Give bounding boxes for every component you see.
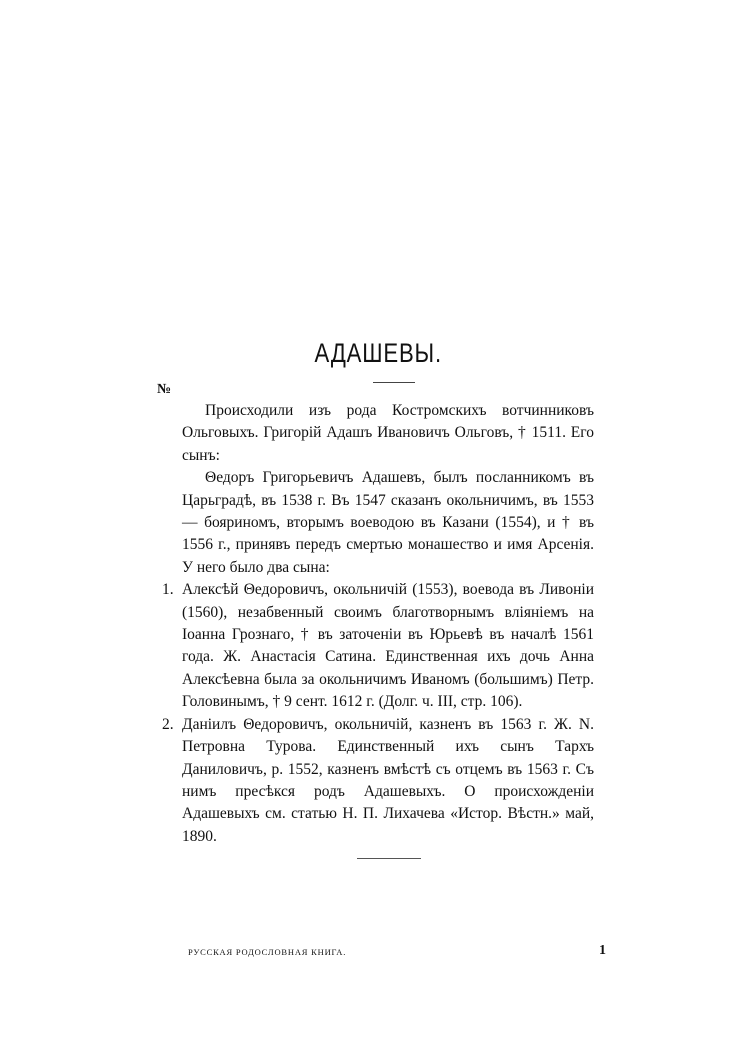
footer-page-number: 1 <box>599 943 606 958</box>
list-item-number: 2. <box>162 715 174 733</box>
page-title: АДАШЕВЫ. <box>314 338 442 368</box>
list-item <box>162 579 594 713</box>
list-item <box>162 714 594 848</box>
title-rule <box>373 382 415 383</box>
fedor-paragraph: Θедоръ Григорьевичъ Адашевъ, былъ посланникомъ въ Царьградѣ, въ 1538 г. Въ 1547 сказанъ окольничимъ, въ 1553 — бояриномъ, вторымъ воеводою въ Казани (1554), и † въ 1556 г., принявъ передъ смертью монашество и имя Арсенія. У него было два сына: <box>182 469 594 576</box>
list-item-text: Даніилъ Θедоровичъ, окольничій, казненъ въ 1563 г. Ж. N. Петровна Турова. Единственный ихъ сынъ Тархъ Даниловичъ, р. 1552, казненъ вмѣстѣ съ отцемъ въ 1563 г. Съ нимъ пресѣкся родъ Адашевыхъ. О происхожденіи Адашевыхъ см. статью Н. П. Лихачева «Истор. Вѣстн.» май, 1890. <box>182 715 594 845</box>
list-item-number: 1. <box>162 581 174 599</box>
article-body <box>162 400 594 848</box>
end-rule <box>357 858 421 859</box>
intro-paragraph: Происходили изъ рода Костромскихъ вотчинниковъ Ольговыхъ. Григорій Адашъ Ивановичъ Ольговъ, † 1511. Его сынъ: <box>182 402 594 464</box>
list-item-text: Алексѣй Θедоровичъ, окольничій (1553), воевода въ Ливоніи (1560), незабвенный своимъ благотворнымъ вліяніемъ на Іоанна Грознаго, † въ заточеніи въ Юрьевѣ въ началѣ 1561 года. Ж. Анастасія Сатина. Единственная ихъ дочь Анна Алексѣевна была за окольничимъ Иваномъ (большимъ) Петр. Головинымъ, † 9 сент. 1612 г. (Долг. ч. III, стр. 106). <box>182 581 594 711</box>
footer-book-title: РУССКАЯ РОДОСЛОВНАЯ КНИГА. <box>188 947 347 957</box>
numero-sign: № <box>157 382 172 397</box>
